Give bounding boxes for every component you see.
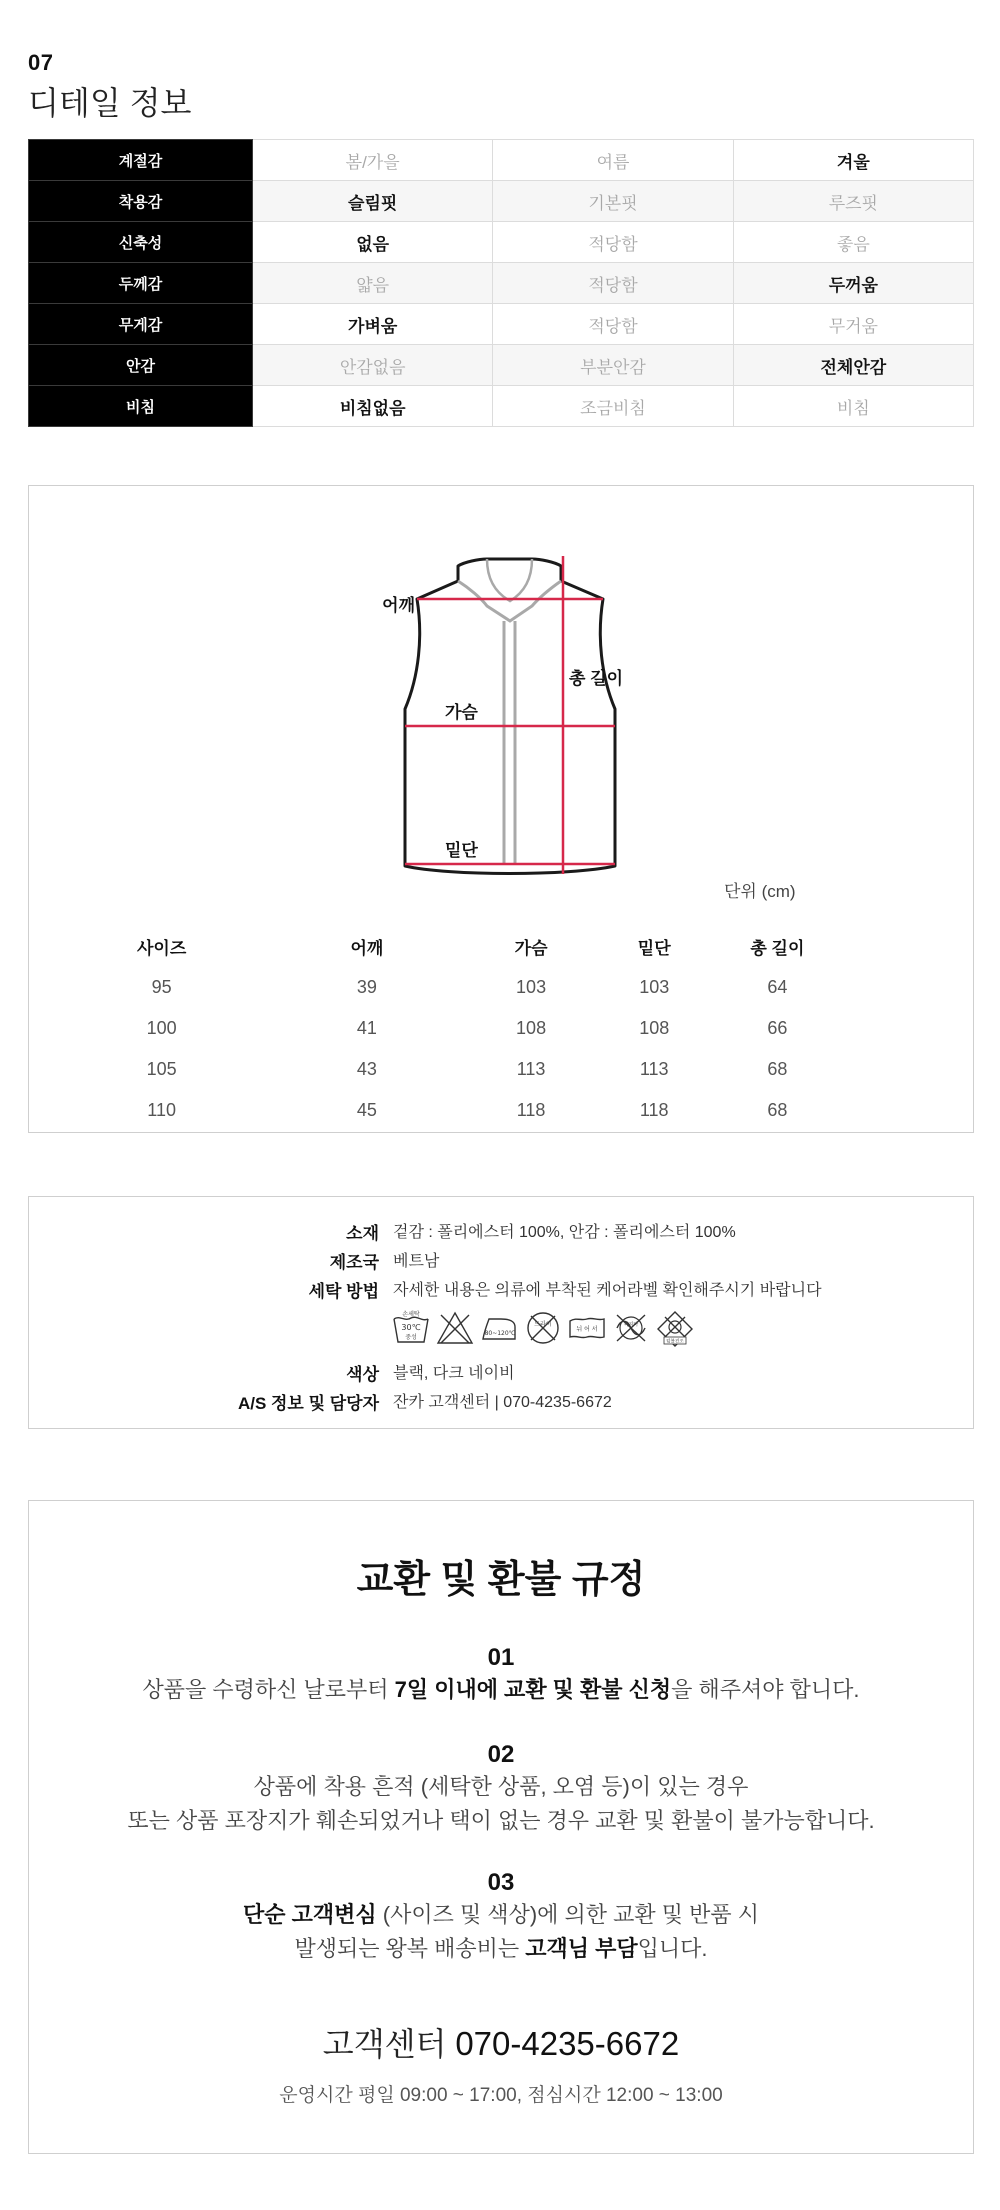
size-row	[59, 1008, 839, 1049]
cs-label: 고객센터	[322, 2026, 456, 2062]
detail-info-table	[28, 139, 974, 427]
origin-value: 베트남	[393, 1253, 440, 1270]
flat-dry-icon	[567, 1309, 607, 1347]
detail-option: 적당함	[493, 263, 733, 304]
size-cell: 64	[767, 977, 788, 997]
size-cell: 110	[147, 1100, 176, 1120]
section-heading	[28, 50, 191, 124]
vest-outline	[405, 559, 615, 874]
detail-row	[29, 222, 974, 263]
section-number: 07	[28, 50, 54, 75]
size-cell: 41	[356, 1018, 377, 1038]
detail-option: 얇음	[253, 263, 493, 304]
size-cell: 113	[516, 1059, 546, 1079]
size-cell: 43	[356, 1059, 377, 1079]
rule-number: 03	[487, 1869, 515, 1896]
detail-option-selected: 가벼움	[253, 304, 493, 345]
size-row	[59, 1090, 839, 1131]
size-column-header: 사이즈	[136, 939, 187, 958]
svg-text:30℃: 30℃	[401, 1323, 421, 1332]
detail-option: 좋음	[733, 222, 973, 263]
size-cell: 45	[356, 1100, 377, 1120]
detail-option: 적당함	[493, 304, 733, 345]
rule-03	[29, 1868, 973, 1966]
size-cell: 100	[146, 1018, 177, 1038]
detail-option-selected: 전체안감	[733, 345, 973, 386]
wash-value: 자세한 내용은 의류에 부착된 케어라벨 확인해주시기 바랍니다	[393, 1282, 822, 1299]
size-cell: 108	[639, 1018, 670, 1038]
detail-row	[29, 140, 974, 181]
rule-text: 상품을 수령하신 날로부터 7일 이내에 교환 및 환불 신청을 해주셔야 합니다.	[142, 1677, 860, 1702]
detail-row-label: 안감	[29, 345, 253, 386]
no-tumble-dry-icon	[655, 1309, 695, 1347]
size-row	[59, 967, 839, 1008]
rule-01	[29, 1643, 973, 1707]
detail-option: 무거움	[733, 304, 973, 345]
material-label: 소재	[346, 1224, 379, 1243]
shoulder-label: 어깨	[382, 596, 415, 615]
detail-row-label: 계절감	[29, 140, 253, 181]
size-cell: 113	[639, 1059, 669, 1079]
iron-80-120c-icon	[479, 1309, 519, 1347]
size-cell: 103	[639, 977, 670, 997]
detail-row-label: 신축성	[29, 222, 253, 263]
size-cell: 68	[767, 1100, 788, 1120]
as-label: A/S 정보 및 담당자	[237, 1394, 379, 1413]
svg-text:80~120℃: 80~120℃	[484, 1330, 516, 1337]
detail-option: 부분안감	[493, 345, 733, 386]
size-cell: 68	[767, 1059, 788, 1079]
wash-label: 세탁 방법	[308, 1282, 379, 1301]
size-column-header: 총 길이	[750, 939, 805, 958]
no-dry-clean-icon	[523, 1309, 563, 1347]
hand-wash-30c-icon	[391, 1309, 431, 1347]
section-title: 디테일 정보	[28, 85, 192, 121]
detail-option-selected: 비침없음	[253, 386, 493, 427]
vest-diagram	[369, 526, 669, 886]
color-label: 색상	[346, 1365, 379, 1384]
detail-option-selected: 두꺼움	[733, 263, 973, 304]
detail-option: 비침	[733, 386, 973, 427]
detail-option: 조금비침	[493, 386, 733, 427]
product-info-box	[28, 1196, 974, 1429]
rule-number: 01	[487, 1644, 515, 1671]
size-column-header: 가슴	[514, 939, 548, 958]
detail-option: 루즈핏	[733, 181, 973, 222]
rule-text: 또는 상품 포장지가 훼손되었거나 택이 없는 경우 교환 및 환불이 불가능합니다.	[127, 1808, 875, 1833]
rule-text: 상품에 착용 흔적 (세탁한 상품, 오염 등)이 있는 경우	[253, 1774, 749, 1799]
no-wring-icon	[611, 1309, 651, 1347]
info-row-as	[29, 1389, 975, 1415]
rule-text: 단순 고객변심 (사이즈 및 색상)에 의한 교환 및 반품 시	[243, 1902, 759, 1927]
no-bleach-icon	[435, 1309, 475, 1347]
detail-row-label: 착용감	[29, 181, 253, 222]
info-row-color	[29, 1360, 975, 1386]
color-value: 블랙, 다크 네이비	[393, 1365, 515, 1382]
size-column-header: 어깨	[350, 939, 384, 958]
size-column-header: 밑단	[637, 939, 671, 958]
svg-text:중성: 중성	[405, 1334, 417, 1341]
operating-hours: 운영시간 평일 09:00 ~ 17:00, 점심시간 12:00 ~ 13:00	[279, 2085, 723, 2106]
size-cell: 66	[767, 1018, 788, 1038]
detail-row	[29, 263, 974, 304]
svg-text:드라이: 드라이	[534, 1321, 552, 1328]
size-guide-box	[28, 485, 974, 1133]
size-row	[59, 1049, 839, 1090]
detail-option-selected: 없음	[253, 222, 493, 263]
chest-label: 가슴	[445, 703, 478, 722]
size-cell: 108	[516, 1018, 547, 1038]
hem-label: 밑단	[445, 841, 478, 860]
detail-row	[29, 181, 974, 222]
detail-option: 적당함	[493, 222, 733, 263]
detail-row-label: 두께감	[29, 263, 253, 304]
size-cell: 39	[356, 977, 377, 997]
customer-center	[29, 2019, 973, 2065]
as-value: 잔카 고객센터 | 070-4235-6672	[393, 1394, 612, 1411]
rule-number: 02	[487, 1741, 515, 1768]
svg-text:텀블건조: 텀블건조	[666, 1339, 684, 1345]
size-table-header	[59, 926, 839, 967]
size-cell: 118	[639, 1100, 669, 1120]
refund-policy-box	[28, 1500, 974, 2154]
info-row-origin	[29, 1248, 975, 1274]
length-label: 총 길이	[569, 669, 623, 688]
cs-phone-number[interactable]: 070-4235-6672	[455, 2025, 680, 2062]
detail-row	[29, 345, 974, 386]
size-table	[59, 926, 839, 1131]
info-row-material	[29, 1219, 975, 1245]
svg-text:짜지마: 짜지마	[623, 1322, 639, 1328]
detail-option-selected: 겨울	[733, 140, 973, 181]
material-value: 겉감 : 폴리에스터 100%, 안감 : 폴리에스터 100%	[393, 1224, 736, 1241]
size-cell: 95	[151, 977, 172, 997]
detail-option-selected: 슬림핏	[253, 181, 493, 222]
unit-label: 단위 (cm)	[724, 882, 796, 901]
size-cell: 118	[516, 1100, 546, 1120]
detail-option: 봄/가을	[253, 140, 493, 181]
size-cell: 105	[146, 1059, 177, 1079]
origin-label: 제조국	[329, 1253, 379, 1272]
detail-option: 안감없음	[253, 345, 493, 386]
info-row-wash	[29, 1277, 975, 1303]
rule-02	[29, 1740, 973, 1838]
rule-text: 발생되는 왕복 배송비는 고객님 부담입니다.	[294, 1936, 708, 1961]
refund-title: 교환 및 환불 규정	[356, 1559, 646, 1601]
svg-text:뉘 어 서: 뉘 어 서	[576, 1326, 598, 1333]
detail-row-label: 무게감	[29, 304, 253, 345]
detail-option: 기본핏	[493, 181, 733, 222]
detail-row	[29, 304, 974, 345]
size-cell: 103	[516, 977, 547, 997]
care-label-icons	[391, 1309, 695, 1347]
svg-text:손세탁: 손세탁	[402, 1311, 420, 1318]
detail-row-label: 비침	[29, 386, 253, 427]
detail-option: 여름	[493, 140, 733, 181]
detail-row	[29, 386, 974, 427]
